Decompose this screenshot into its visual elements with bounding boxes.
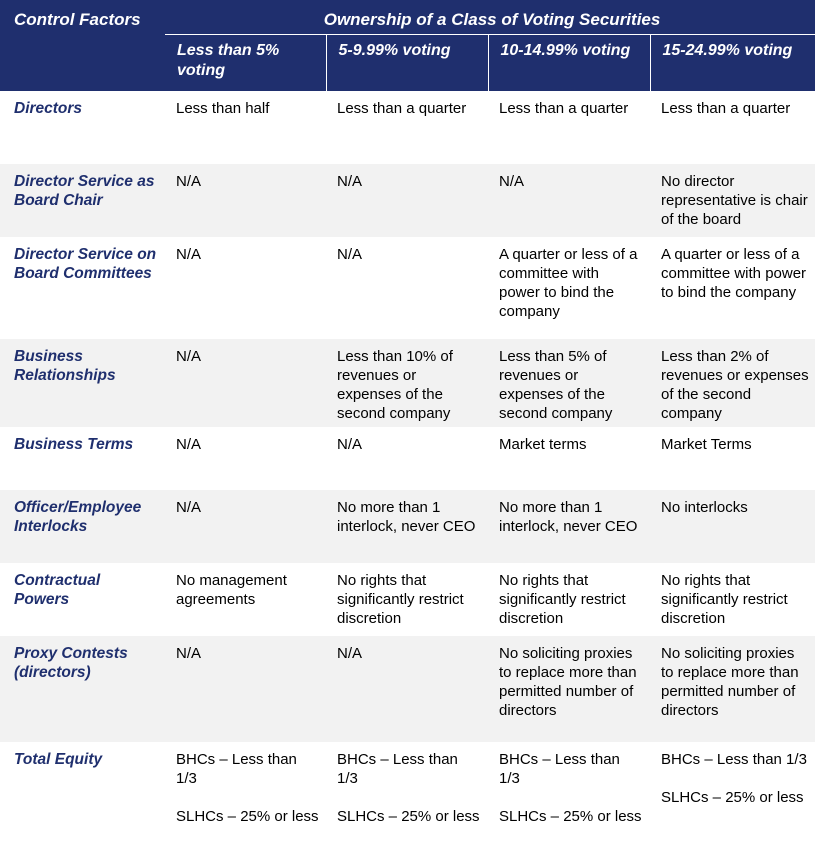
control-factor-label: Director Service on Board Committees [14,246,157,282]
table-body [0,91,815,856]
table-row [0,427,815,490]
table-cell: No rights that significantly restrict discretion [661,572,788,627]
column-header-15-to-24: 15-24.99% voting [650,34,815,91]
cell-paragraph: BHCs – Less than 1/3 [176,751,297,787]
table-cell: No director representative is chair of the board [650,164,815,237]
column-header-less-than-5: Less than 5% voting [165,34,326,91]
control-factor-label: Business Relationships [0,339,165,427]
control-factor-label: Contractual Powers [14,572,101,608]
column-header-5-to-9: 5-9.99% voting [326,34,488,91]
table-cell: No soliciting proxies to replace more than permitted number of directors [650,636,815,742]
table-cell: Less than 5% of revenues or expenses of the second company [488,339,650,427]
header-row-top [0,0,815,34]
table-cell: N/A [326,636,488,742]
table-cell: No rights that significantly restrict discretion [499,572,626,627]
table-cell: No management agreements [176,572,287,608]
cell-paragraph: SLHCs – 25% or less [176,808,319,825]
table-row [0,237,815,339]
table-cell: A quarter or less of a committee with power to bind the company [499,246,638,320]
table-cell: N/A [488,164,650,237]
table-cell: N/A [165,164,326,237]
control-factor-label: Total Equity [14,751,103,768]
cell-paragraph: BHCs – Less than 1/3 [337,751,458,787]
table-row [0,742,815,856]
table-cell [650,742,815,856]
table-cell: Market terms [499,436,587,453]
table-row [0,91,815,164]
table-cell: N/A [165,339,326,427]
table-cell: A quarter or less of a committee with power to bind the company [661,246,807,301]
cell-paragraph: SLHCs – 25% or less [499,808,642,825]
cell-paragraph: BHCs – Less than 1/3 [499,751,620,787]
table-cell: N/A [326,164,488,237]
table-cell: N/A [337,436,363,453]
ownership-header: Ownership of a Class of Voting Securities [165,0,815,34]
table-row [0,164,815,237]
table-cell: Less than half [176,100,270,117]
cell-paragraph: SLHCs – 25% or less [661,789,804,806]
table-cell: Less than 10% of revenues or expenses of the second company [326,339,488,427]
table-row [0,490,815,563]
table-cell: Less than a quarter [337,100,467,117]
control-factor-label: Proxy Contests (directors) [0,636,165,742]
control-factor-label: Directors [14,100,83,117]
table-cell: N/A [176,436,202,453]
table-cell [165,742,326,856]
table-cell [488,742,650,856]
control-factor-label: Business Terms [14,436,134,453]
table-row [0,563,815,636]
table-cell: No soliciting proxies to replace more than permitted number of directors [488,636,650,742]
table-cell: No more than 1 interlock, never CEO [488,490,650,563]
table-cell: N/A [165,636,326,742]
table-cell: Less than a quarter [661,100,791,117]
table-cell: Less than 2% of revenues or expenses of the second company [650,339,815,427]
table-header [0,0,815,91]
control-factor-label: Director Service as Board Chair [0,164,165,237]
table-cell: N/A [176,246,202,263]
control-factor-label: Officer/Employee Interlocks [0,490,165,563]
table-row [0,339,815,427]
table-cell: No rights that significantly restrict discretion [337,572,464,627]
table-row [0,636,815,742]
table-cell: N/A [337,246,363,263]
table-cell: Less than a quarter [499,100,629,117]
column-header-10-to-14: 10-14.99% voting [488,34,650,91]
control-factors-header: Control Factors [0,0,165,91]
table-cell: N/A [165,490,326,563]
table-cell [326,742,488,856]
cell-paragraph: SLHCs – 25% or less [337,808,480,825]
cell-paragraph: BHCs – Less than 1/3 [661,751,807,768]
table-cell: Market Terms [661,436,752,453]
table-cell: No interlocks [650,490,815,563]
table-cell: No more than 1 interlock, never CEO [326,490,488,563]
